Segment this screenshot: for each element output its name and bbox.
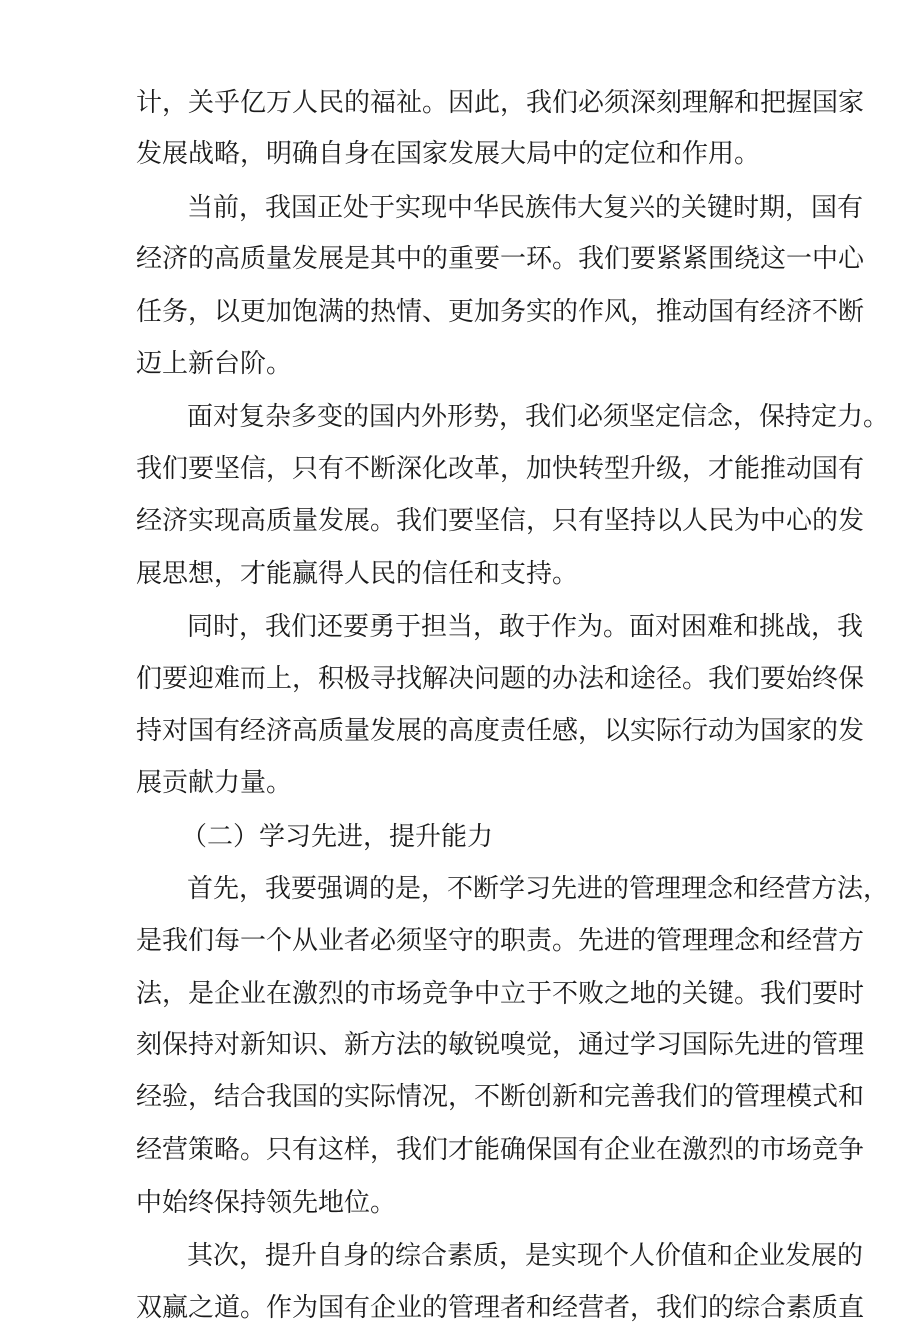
text-line: 经济的高质量发展是其中的重要一环。我们要紧紧围绕这一中心: [136, 244, 865, 274]
text-line: 经营策略。只有这样，我们才能确保国有企业在激烈的市场竞争: [136, 1135, 865, 1165]
text-line: 展思想，才能赢得人民的信任和支持。: [136, 559, 579, 589]
paragraph-first-line: 面对复杂多变的国内外形势，我们必须坚定信念，保持定力。: [187, 402, 890, 432]
paragraph-first-line: 当前，我国正处于实现中华民族伟大复兴的关键时期，国有: [187, 193, 864, 223]
text-line: 经验，结合我国的实际情况，不断创新和完善我们的管理模式和: [136, 1082, 865, 1112]
text-line: 任务，以更加饱满的热情、更加务实的作风，推动国有经济不断: [136, 297, 865, 327]
text-line: 法，是企业在激烈的市场竞争中立于不败之地的关键。我们要时: [136, 979, 865, 1009]
text-line: 发展战略，明确自身在国家发展大局中的定位和作用。: [136, 139, 761, 169]
text-line: 是我们每一个从业者必须坚守的职责。先进的管理理念和经营方: [136, 926, 865, 956]
text-line: 我们要坚信，只有不断深化改革，加快转型升级，才能推动国有: [136, 454, 865, 484]
paragraph-first-line: 同时，我们还要勇于担当，敢于作为。面对困难和挑战，我: [187, 612, 864, 642]
text-line: 经济实现高质量发展。我们要坚信，只有坚持以人民为中心的发: [136, 506, 865, 536]
text-line: 刻保持对新知识、新方法的敏锐嗅觉，通过学习国际先进的管理: [136, 1030, 865, 1060]
text-line: 迈上新台阶。: [136, 349, 293, 379]
text-line: 持对国有经济高质量发展的高度责任感，以实际行动为国家的发: [136, 716, 865, 746]
text-line: 计，关乎亿万人民的福祉。因此，我们必须深刻理解和把握国家: [136, 88, 865, 118]
text-line: 双赢之道。作为国有企业的管理者和经营者，我们的综合素质直: [136, 1293, 865, 1323]
text-line: 中始终保持领先地位。: [136, 1188, 397, 1218]
text-line: 们要迎难而上，积极寻找解决问题的办法和途径。我们要始终保: [136, 664, 865, 694]
section-heading: （二）学习先进，提升能力: [181, 822, 494, 852]
paragraph-first-line: 首先，我要强调的是，不断学习先进的管理理念和经营方法，: [187, 874, 890, 904]
text-line: 展贡献力量。: [136, 768, 293, 798]
paragraph-first-line: 其次，提升自身的综合素质，是实现个人价值和企业发展的: [187, 1241, 864, 1271]
